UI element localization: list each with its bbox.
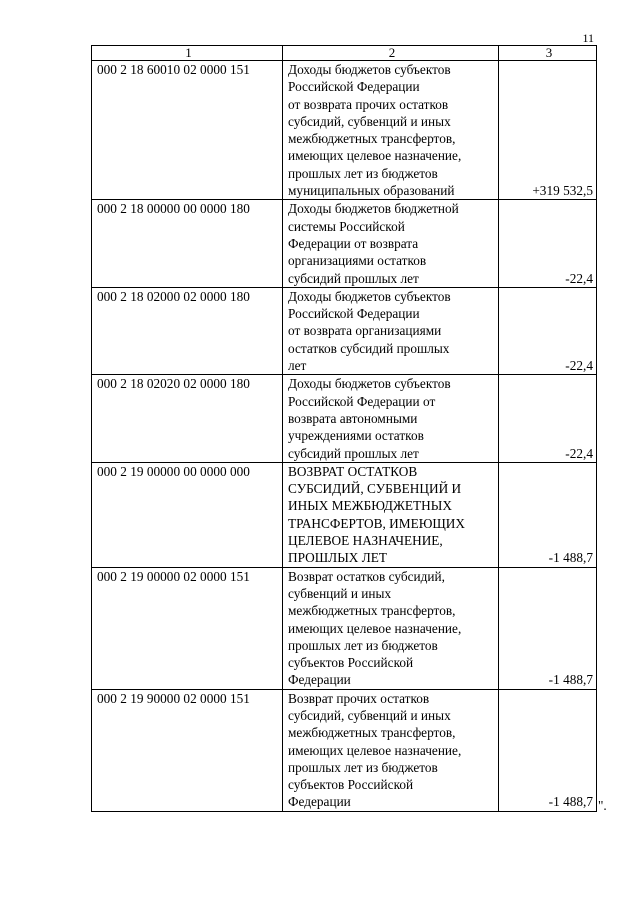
table-row — [92, 287, 597, 374]
income-name-line: ЦЕЛЕВОЕ НАЗНАЧЕНИЕ, — [288, 533, 443, 549]
income-name-line: Возврат прочих остатков — [288, 690, 430, 706]
table-row — [92, 61, 597, 200]
budget-code-cell: 000 2 18 60010 02 0000 151 — [92, 61, 283, 200]
income-name-cell — [283, 567, 499, 689]
income-name-cell — [283, 462, 499, 567]
income-name-line: имеющих целевое назначение, — [288, 148, 462, 164]
income-name-line: прошлых лет из бюджетов — [288, 759, 438, 775]
amount-cell: -22,4 — [499, 375, 597, 462]
income-name-line: муниципальных образований — [288, 183, 455, 199]
table-row — [92, 200, 597, 287]
income-name-line: субсидий прошлых лет — [288, 445, 419, 461]
income-name-cell — [283, 689, 499, 811]
budget-code-cell: 000 2 18 02000 02 0000 180 — [92, 287, 283, 374]
income-name-line: учреждениями остатков — [288, 428, 424, 444]
income-name-line: субсидий прошлых лет — [288, 270, 419, 286]
income-name-cell — [283, 61, 499, 200]
closing-quote-mark: ". — [598, 798, 607, 813]
income-name-line: межбюджетных трансфертов, — [288, 603, 456, 619]
income-name-line: имеющих целевое назначение, — [288, 742, 462, 758]
budget-table — [91, 45, 597, 812]
income-name-line: прошлых лет из бюджетов — [288, 165, 438, 181]
income-name-line: Доходы бюджетов субъектов — [288, 288, 451, 304]
income-name-line: Возврат остатков субсидий, — [288, 568, 445, 584]
amount-cell: -1 488,7 — [499, 462, 597, 567]
amount-cell: -22,4 — [499, 200, 597, 287]
income-name-line: лет — [288, 358, 307, 374]
income-name-line: Федерации — [288, 794, 351, 810]
income-name-line: возврата автономными — [288, 410, 418, 426]
table-header-row — [92, 46, 597, 61]
income-name-line: остатков субсидий прошлых — [288, 340, 450, 356]
income-name-cell — [283, 287, 499, 374]
income-name-cell — [283, 375, 499, 462]
income-name-line: Российской Федерации от — [288, 393, 436, 409]
income-name-line: имеющих целевое назначение, — [288, 620, 462, 636]
table-row — [92, 375, 597, 462]
income-name-line: межбюджетных трансфертов, — [288, 131, 456, 147]
income-name-line: СУБСИДИЙ, СУБВЕНЦИЙ И — [288, 481, 462, 497]
income-name-line: субсидий, субвенций и иных — [288, 707, 451, 723]
income-name-line: прошлых лет из бюджетов — [288, 637, 438, 653]
income-name-line: Федерации — [288, 672, 351, 688]
income-name-line: ВОЗВРАТ ОСТАТКОВ — [288, 463, 418, 479]
income-name-line: Российской Федерации — [288, 79, 420, 95]
table-row — [92, 567, 597, 689]
table-row — [92, 689, 597, 811]
budget-code-cell: 000 2 19 00000 00 0000 000 — [92, 462, 283, 567]
column-header-code: 1 — [92, 46, 283, 61]
income-name-line: субъектов Российской — [288, 655, 414, 671]
column-header-amount: 3 — [499, 46, 597, 61]
income-name-line: Доходы бюджетов бюджетной — [288, 201, 459, 217]
budget-code-cell: 000 2 18 00000 00 0000 180 — [92, 200, 283, 287]
income-name-line: ИНЫХ МЕЖБЮДЖЕТНЫХ — [288, 498, 452, 514]
income-name-line: системы Российской — [288, 218, 405, 234]
income-name-line: от возврата прочих остатков — [288, 96, 449, 112]
table-row — [92, 462, 597, 567]
amount-cell: -1 488,7 — [499, 567, 597, 689]
budget-code-cell: 000 2 19 90000 02 0000 151 — [92, 689, 283, 811]
income-name-cell — [283, 200, 499, 287]
income-name-line: организациями остатков — [288, 253, 427, 269]
amount-cell: -1 488,7 — [499, 689, 597, 811]
income-name-line: ПРОШЛЫХ ЛЕТ — [288, 550, 387, 566]
amount-cell: -22,4 — [499, 287, 597, 374]
income-name-line: от возврата организациями — [288, 323, 442, 339]
income-name-line: Российской Федерации — [288, 306, 420, 322]
income-name-line: субсидий, субвенций и иных — [288, 113, 451, 129]
income-name-line: субвенций и иных — [288, 585, 392, 601]
income-name-line: ТРАНСФЕРТОВ, ИМЕЮЩИХ — [288, 515, 465, 531]
budget-code-cell: 000 2 19 00000 02 0000 151 — [92, 567, 283, 689]
income-name-line: субъектов Российской — [288, 777, 414, 793]
budget-code-cell: 000 2 18 02020 02 0000 180 — [92, 375, 283, 462]
column-header-name: 2 — [283, 46, 499, 61]
income-name-line: Федерации от возврата — [288, 235, 419, 251]
income-name-line: межбюджетных трансфертов, — [288, 725, 456, 741]
amount-cell: +319 532,5 — [499, 61, 597, 200]
income-name-line: Доходы бюджетов субъектов — [288, 62, 451, 77]
income-name-line: Доходы бюджетов субъектов — [288, 376, 451, 392]
page-number: 11 — [582, 31, 594, 45]
